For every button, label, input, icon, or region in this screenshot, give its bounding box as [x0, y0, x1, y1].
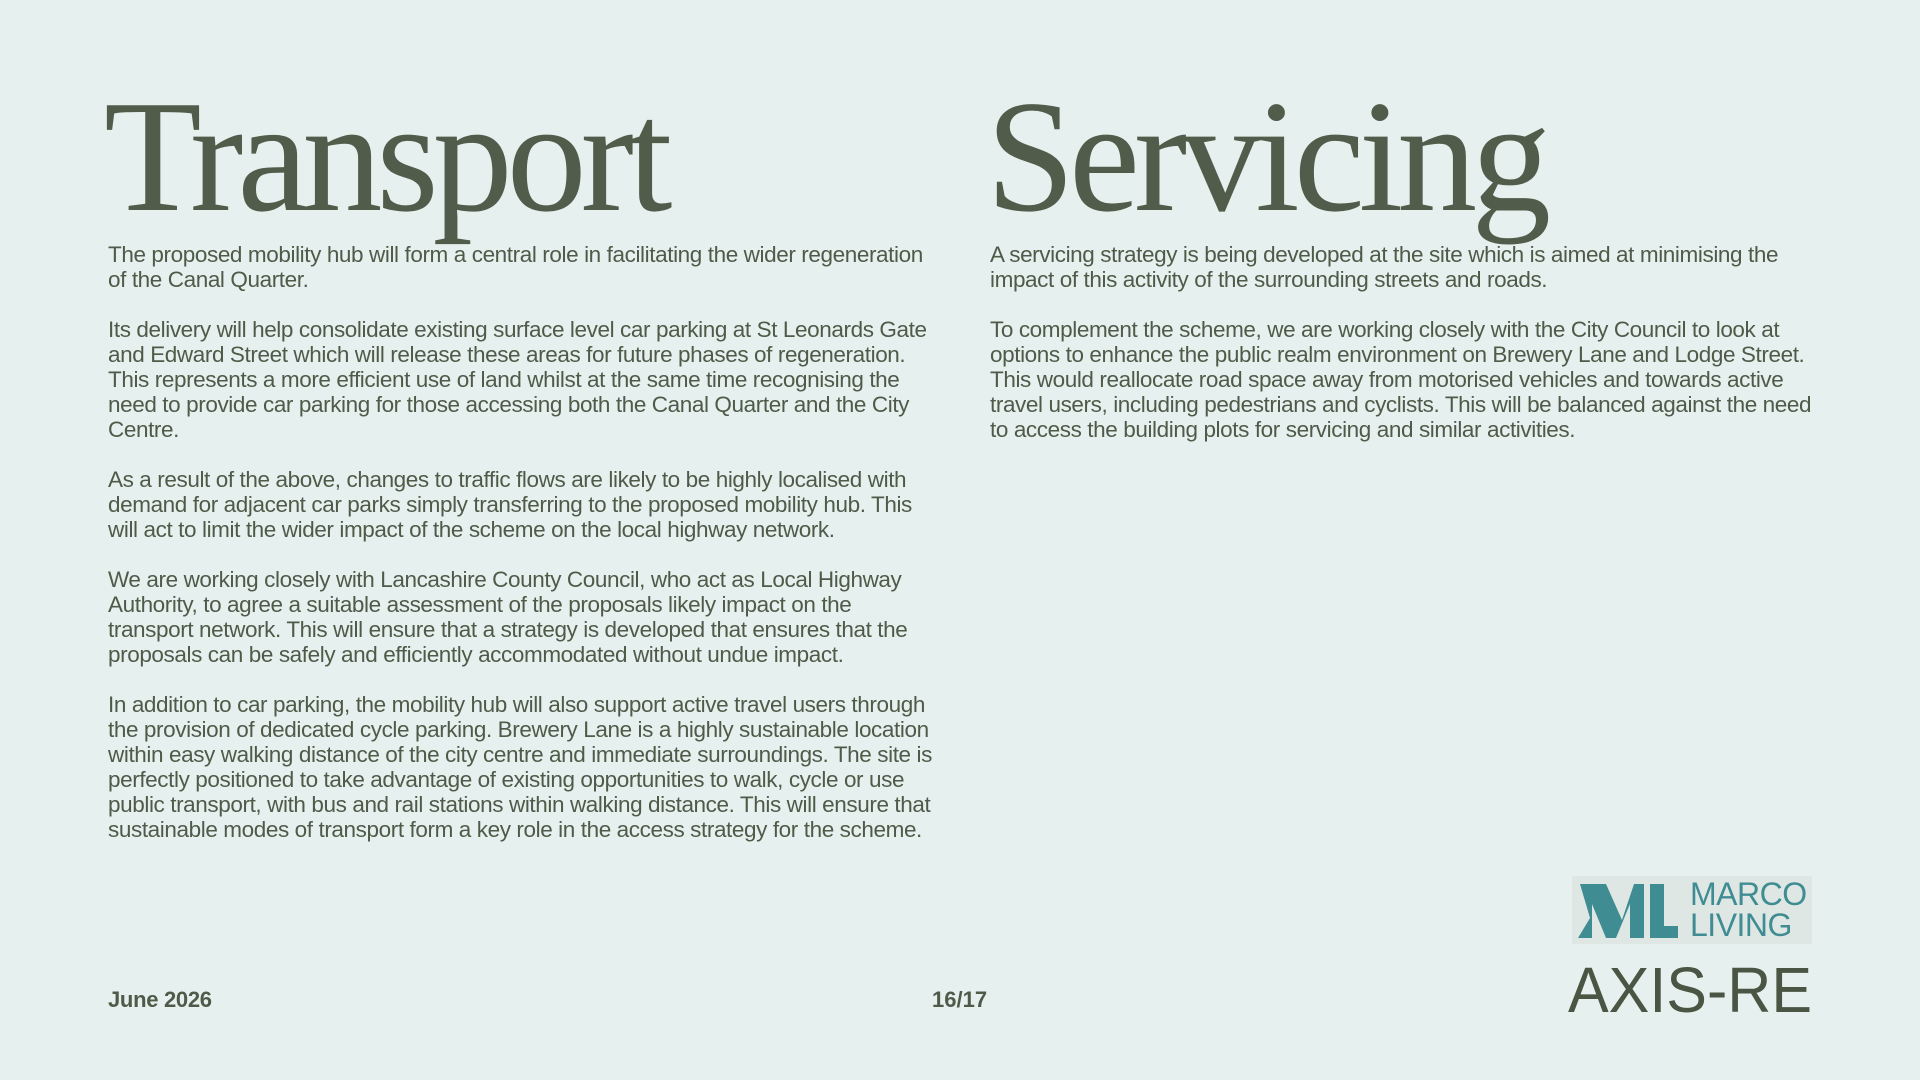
- axis-re-wordmark: AXIS-RE: [1568, 954, 1812, 1016]
- transport-heading: Transport: [104, 67, 667, 245]
- marco-living-logo: [1572, 876, 1812, 944]
- living-word: LIVING: [1690, 907, 1792, 943]
- transport-paragraph-1: The proposed mobility hub will form a central role in facilitating the wider regeneration of the Canal Quarter.: [108, 242, 923, 292]
- transport-section: [104, 67, 938, 867]
- transport-paragraph-4: We are working closely with Lancashire County Council, who act as Local Highway Authority, to agree a suitable assessment of the proposals likely impact on the transport network. This will ensure that a strategy is developed that ensures that the proposals can be safely and efficiently accommodated without undue impact.: [108, 567, 908, 667]
- page-number: 16/17: [932, 987, 988, 1012]
- servicing-heading: Servicing: [986, 67, 1546, 245]
- servicing-paragraph-2: To complement the scheme, we are working closely with the City Council to look at options to enhance the public realm environment on Brewery Lane and Lodge Street. This would reallocate road space away from motorised vehicles and towards active travel users, including pedestrians and cyclists. This will be balanced against the need to access the building plots for servicing and similar activities.: [990, 317, 1812, 442]
- marco-word: MARCO: [1690, 876, 1807, 912]
- servicing-section: [986, 67, 1820, 467]
- transport-paragraph-3: As a result of the above, changes to traffic flows are likely to be highly localised with demand for adjacent car parks simply transferring to the proposed mobility hub. This will act to limit the wider impact of the scheme on the local highway network.: [108, 467, 912, 542]
- axis-re-logo: [1568, 952, 1814, 1016]
- transport-paragraph-5: In addition to car parking, the mobility hub will also support active travel users through the provision of dedicated cycle parking. Brewery Lane is a highly sustainable location within easy walking distance of the city centre and immediate surroundings. The site is perfectly positioned to take advantage of existing opportunities to walk, cycle or use public transport, with bus and rail stations within walking distance. This will ensure that sustainable modes of transport form a key role in the access strategy for the scheme.: [108, 692, 932, 842]
- servicing-paragraph-1: A servicing strategy is being developed at the site which is aimed at minimising the impact of this activity of the surrounding streets and roads.: [990, 242, 1779, 292]
- logo-group: [1568, 876, 1814, 1016]
- transport-paragraph-2: Its delivery will help consolidate existing surface level car parking at St Leonards Gate and Edward Street which will release these areas for future phases of regeneration. This represents a more efficient use of land whilst at the same time recognising the need to provide car parking for those accessing both the Canal Quarter and the City Centre.: [108, 317, 927, 442]
- footer-date: June 2026: [108, 987, 212, 1012]
- ml-monogram-icon: [1578, 882, 1678, 938]
